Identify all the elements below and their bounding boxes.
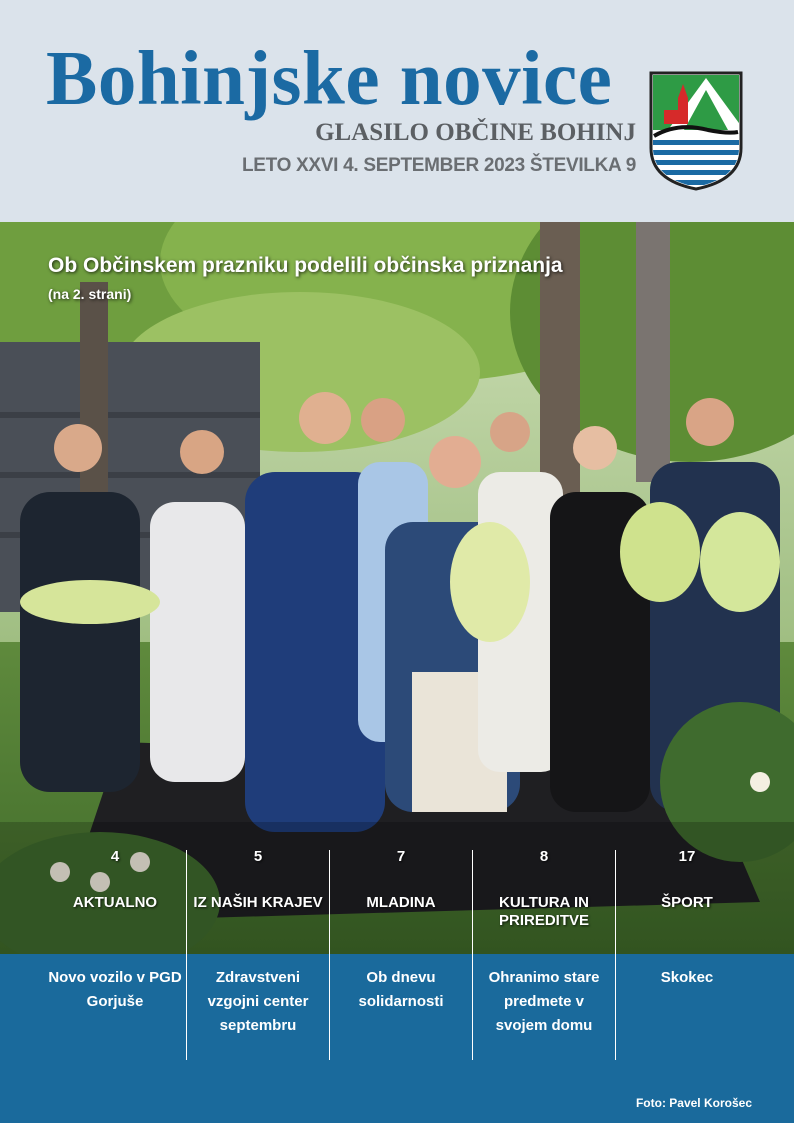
contents-sections (44, 846, 758, 1060)
publication-subtitle: GLASILO OBČINE BOHINJ (315, 119, 636, 146)
section-iz-nasih-krajev[interactable] (187, 846, 329, 1060)
issue-info: LETO XXVI 4. SEPTEMBER 2023 ŠTEVILKA 9 (241, 155, 636, 176)
cover-photo-illustration (0, 222, 794, 954)
section-label: AKTUALNO (72, 894, 158, 911)
cover-headline: Ob Občinskem prazniku podelili občinska priznanja (48, 254, 563, 277)
section-label: ŠPORT (661, 894, 713, 911)
section-page-number: 4 (110, 848, 120, 865)
photo-credit: Foto: Pavel Korošec (635, 1096, 752, 1110)
cover-subheadline: (na 2. strani) (48, 286, 132, 302)
section-page-number: 17 (678, 848, 696, 865)
section-story: Zdravstveni vzgojni center septembru (207, 969, 309, 1034)
section-page-number: 8 (539, 848, 549, 865)
section-page-number: 5 (253, 848, 263, 865)
section-label: IZ NAŠIH KRAJEV (193, 894, 323, 911)
publication-title: Bohinjske novice (46, 35, 613, 121)
section-story: Ob dnevu solidarnosti (358, 969, 444, 1010)
section-story: Skokec (660, 969, 714, 986)
section-page-number: 7 (396, 848, 406, 865)
section-mladina[interactable] (330, 846, 472, 1060)
section-story: Ohranimo stare predmete v svojem domu (488, 969, 600, 1034)
cover-photo (0, 222, 794, 954)
section-sport[interactable] (616, 846, 758, 1060)
municipality-crest-icon (648, 70, 744, 192)
section-label: KULTURA IN PRIREDITVE (498, 894, 589, 929)
section-label: MLADINA (366, 894, 436, 911)
section-kultura-in-prireditve[interactable] (473, 846, 615, 1060)
section-aktualno[interactable] (44, 846, 186, 1060)
section-story: Novo vozilo v PGD Gorjuše (48, 969, 182, 1010)
